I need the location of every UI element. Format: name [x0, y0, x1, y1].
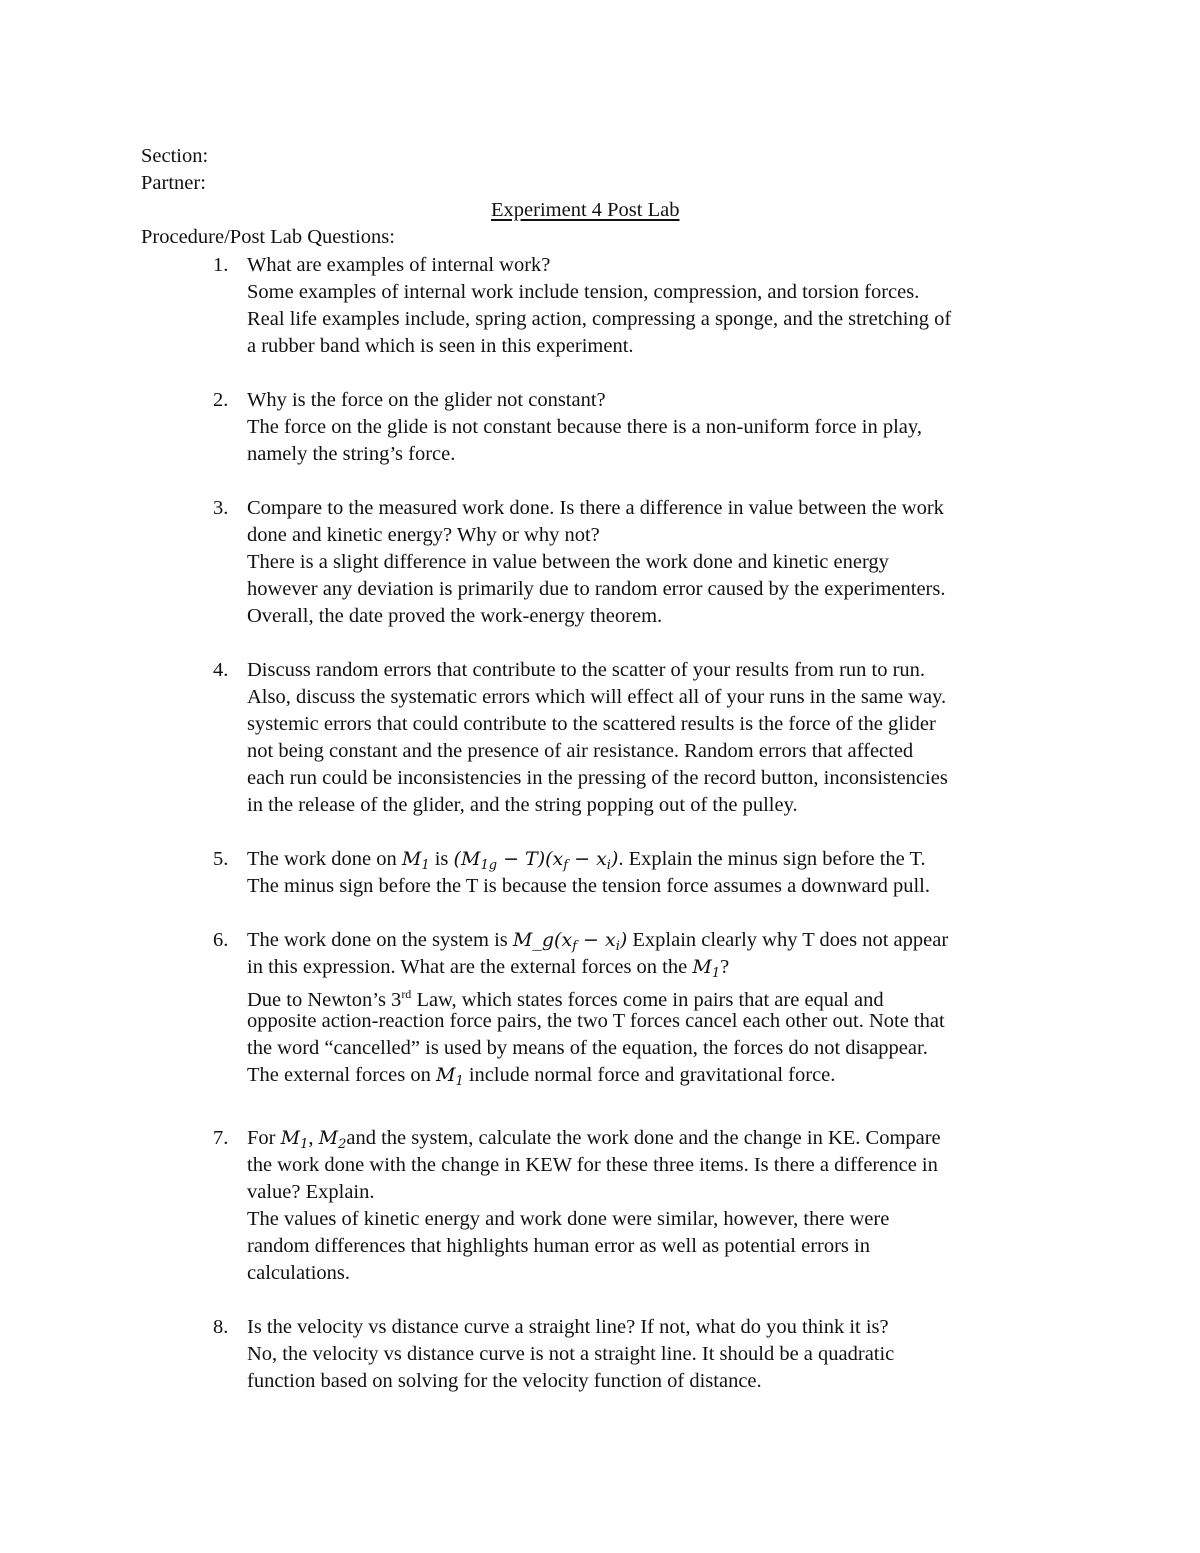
- question-number: 6.: [213, 929, 229, 951]
- math-m1: $M_1$: [692, 956, 721, 981]
- question-text: in this expression. What are the external forces on the $M_1$?: [247, 956, 730, 981]
- answer-line: function based on solving for the velocity function of distance.: [247, 1370, 762, 1392]
- questions-heading: Procedure/Post Lab Questions:: [141, 226, 395, 248]
- answer-line: The external forces on $M_1$ include normal force and gravitational force.: [247, 1064, 836, 1089]
- answer-line: The minus sign before the T is because the tension force assumes a downward pull.: [247, 875, 930, 897]
- answer-line: Real life examples include, spring action, compressing a sponge, and the stretching of: [247, 308, 952, 330]
- answer-line: however any deviation is primarily due to random error caused by the experimenters.: [247, 578, 946, 600]
- question-text: Also, discuss the systematic errors which will effect all of your runs in the same way.: [247, 686, 947, 708]
- question-text: Discuss random errors that contribute to the scatter of your results from run to run.: [247, 659, 926, 681]
- question-number: 2.: [213, 389, 229, 411]
- section-label: Section:: [141, 145, 209, 167]
- question-text: the work done with the change in KEW for these three items. Is there a difference in: [247, 1154, 938, 1176]
- question-text: The work done on $M_1$ is $(M_{1g} - T)(x_f - x_i)$. Explain the minus sign before the T.: [247, 848, 926, 873]
- math-m2: $M_2$: [318, 1127, 347, 1152]
- question-text: What are examples of internal work?: [247, 254, 551, 276]
- answer-line: the word “cancelled” is used by means of the equation, the forces do not disappear.: [247, 1037, 928, 1059]
- question-text: Is the velocity vs distance curve a straight line? If not, what do you think it is?: [247, 1316, 889, 1338]
- answer-line: calculations.: [247, 1262, 351, 1284]
- math-work-expression: $(M_{1g} - T)(x_f - x_i)$: [453, 848, 619, 873]
- answer-line: systemic errors that could contribute to the scattered results is the force of the glider: [247, 713, 936, 735]
- question-text: Compare to the measured work done. Is there a difference in value between the work: [247, 497, 944, 519]
- question-text: For $M_1$, $M_2and$ the system, calculate the work done and the change in KE. Compare: [247, 1127, 941, 1152]
- math-m1: $M_1$: [280, 1127, 309, 1152]
- question-number: 1.: [213, 254, 229, 276]
- answer-line: No, the velocity vs distance curve is not a straight line. It should be a quadratic: [247, 1343, 895, 1365]
- answer-line: The values of kinetic energy and work done were similar, however, there were: [247, 1208, 890, 1230]
- question-number: 4.: [213, 659, 229, 681]
- question-number: 5.: [213, 848, 229, 870]
- math-m1: $M_1$: [435, 1064, 464, 1089]
- answer-line: not being constant and the presence of air resistance. Random errors that affected: [247, 740, 914, 762]
- answer-line: Due to Newton’s 3rd Law, which states forces come in pairs that are equal and: [247, 987, 884, 1011]
- answer-line: a rubber band which is seen in this experiment.: [247, 335, 634, 357]
- answer-line: in the release of the glider, and the string popping out of the pulley.: [247, 794, 798, 816]
- page-title: Experiment 4 Post Lab: [491, 199, 680, 221]
- answer-line: namely the string’s force.: [247, 443, 456, 465]
- question-text: value? Explain.: [247, 1181, 375, 1203]
- answer-line: opposite action-reaction force pairs, the two T forces cancel each other out. Note that: [247, 1010, 945, 1032]
- answer-line: There is a slight difference in value between the work done and kinetic energy: [247, 551, 889, 573]
- answer-line: Overall, the date proved the work-energy theorem.: [247, 605, 663, 627]
- question-number: 8.: [213, 1316, 229, 1338]
- answer-line: random differences that highlights human error as well as potential errors in: [247, 1235, 870, 1257]
- math-system-expression: $M\_g(x_f - x_i)$: [512, 929, 628, 954]
- partner-label: Partner:: [141, 172, 206, 194]
- math-m1: $M_1$: [401, 848, 430, 873]
- answer-line: each run could be inconsistencies in the pressing of the record button, inconsistencies: [247, 767, 948, 789]
- question-text: Why is the force on the glider not constant?: [247, 389, 606, 411]
- question-text: done and kinetic energy? Why or why not?: [247, 524, 600, 546]
- answer-line: The force on the glide is not constant because there is a non-uniform force in play,: [247, 416, 922, 438]
- answer-line: Some examples of internal work include tension, compression, and torsion forces.: [247, 281, 920, 303]
- question-text: The work done on the system is $M\_g(x_f - x_i)$ Explain clearly why T does not appear: [247, 929, 949, 954]
- question-number: 3.: [213, 497, 229, 519]
- question-number: 7.: [213, 1127, 229, 1149]
